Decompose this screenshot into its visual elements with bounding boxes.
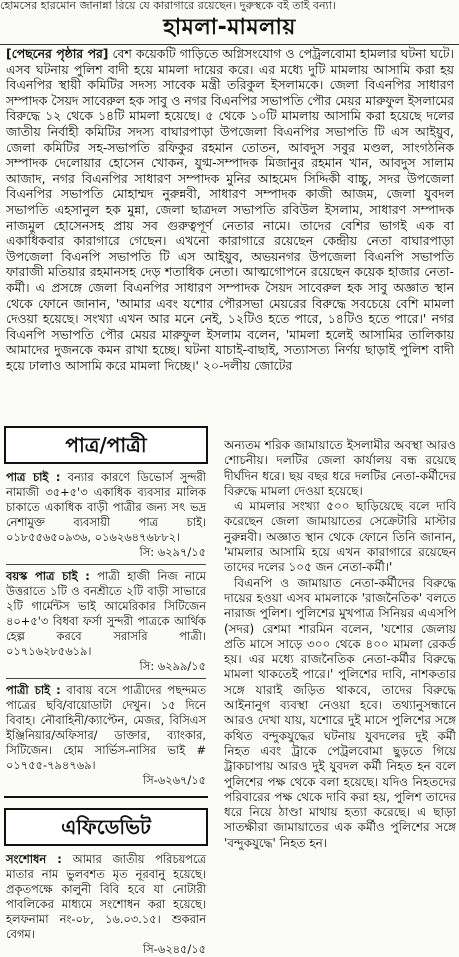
ad-label: সংশোধন : (6, 852, 62, 866)
ad-label: পাত্র চাই : (6, 470, 61, 484)
ad-text: পাত্রী হাজী নিজ নামে উত্তরাতে ১টি ও বনশ্রীতে ২টি বাড়ী সাভারে ২টি গার্মেন্টস ভাই আমেরিকার সিটিজেন ৪০+৫'৩ বিধবা ফর্সা সুন্দরী পাত্রকে আর্থিক হেল্প করবে সরাসরি পাত্রী। ০১৭১৬২৮৫৬১৯। (6, 569, 206, 658)
classified-ad (6, 683, 206, 788)
ad-text: আমার জাতীয় পরিচয়পত্রে মাতার নাম ভুলবশত মৃত নূরবানু হয়েছে। প্রকৃতপক্ষে কালুনী বিবি হবে যা নোটারী পাবলিকের মাধ্যমে সংশোধন করা হয়েছে। হলফনামা নং-০৮, ১৬.০৩.১৫। শুকরান বেগম। (6, 852, 206, 941)
affidavit-ads (0, 846, 212, 957)
patro-patri-header: পাত্র/পাত্রী (4, 426, 208, 464)
ad-label: বয়স্ক পাত্র চাই : (6, 569, 90, 583)
article-continuation (224, 438, 456, 957)
ad-ref: সি: ৬২৯৭/১৫ (139, 545, 206, 559)
headline-rule (0, 44, 459, 45)
divider (6, 678, 206, 679)
article-text: বেশ কয়েকটি গাড়িতে অগ্নিসংযোগ ও পেট্রলবোমা হামলার ঘটনা ঘটে। এসব ঘটনায় পুলিশ বাদী হয়ে মামলা দায়ের করে। এর মধ্যে দুটি মামলায় আসামি করা হয় বিএনপির স্থায়ী কমিটির সদস্য সাবেক মন্ত্রী তরিকুল ইসলামকে। জেলা বিএনপির সাধারণ সম্পাদক সৈয়দ সাবেরুল হক সাবু ও নগর বিএনপির সভাপতি পৌর মেয়র মারুফুল ইসলামের বিরুদ্ধে ১২ থেকে ১৪টি মামলা হয়েছে। ৫ থেকে ১০টি মামলায় আসামি করা হয়েছে দলের জাতীয় নির্বাহী কমিটির সদস্য বাঘারপাড়া উপজেলা বিএনপির সভাপতি টি এস আইয়ুব, জেলা কমিটির সহ-সভাপতি রফিকুর রহমান তোতন, আবদুস সবুর মণ্ডল, সাংগঠনিক সম্পাদক দেলোয়ার হোসেন খোকন, যুগ্ম-সম্পাদক মিজানুর রহমান খান, আবদুস সালাম আজাদ, নগর বিএনপির সাধারণ সম্পাদক মুনির আহমেদ সিদ্দিকী বাচ্চু, সদর উপজেলা বিএনপির সভাপতি মোহাম্মদ নুরুন্নবী, সাধারণ সম্পাদক কাজী আজম, জেলা যুবদল সভাপতি এহসানুল হক মুন্না, জেলা ছাত্রদল সভাপতি রবিউল ইসলাম, সাধারণ সম্পাদক নাজমুল হোসেনসহ প্রায় সব গুরুত্বপূর্ণ নেতার নামে। তাদের বেশির ভাগই এক বা একাধিকবার কারাগারে গেছেন। এখনো কারাগারে রয়েছেন কেন্দ্রীয় নেতা বাঘারপাড়া উপজেলা বিএনপি সভাপতি টি এস আইয়ুব, অভয়নগর উপজেলা বিএনপি সভাপতি ফারাজী মতিয়ার রহমানসহ দেড় শতাধিক নেতা। আত্মগোপনে রয়েছেন কয়েক হাজার নেতা-কর্মী। এ প্রসঙ্গে জেলা বিএনপির সাধারণ সম্পাদক সৈয়দ সাবেরুল হক সাবু অজ্ঞাত স্থান থেকে ফোনে জানান, 'আমার এবং যশোর পৌরসভা মেয়রের বিরুদ্ধে সবচেয়ে বেশি মামলা দেওয়া হয়েছে। সংখ্যা এখন আর মনে নেই, ১২টিও হতে পারে, ১৪টিও হতে পারে।' নগর বিএনপি সভাপতি পৌর মেয়র মারুফুল ইসলাম বলেন, 'মামলা হলেই আসামির তালিকায় আমাদের দুজনকে কমন রাখা হচ্ছে। ঘটনা যাচাই-বাছাই, সত্যাসত্য নির্ণয় ছাড়াই পুলিশ বাদী হয়ে ঢালাও আসামি করে মামলা দিচ্ছে।' ২০-দলীয় জোটের (6, 46, 454, 373)
top-fragment: হোমসের হারমোন জানান্না রিয়ে যে কারাগারে রয়েছেন। দুরুস্থকে বই তাই বন্যা। (0, 0, 336, 12)
patro-patri-ads (0, 464, 212, 788)
affidavit-header: এফিডেভিট (4, 808, 208, 846)
classifieds-column (0, 426, 212, 957)
paragraph: অন্যতম শরিক জামায়াতে ইসলামীর অবস্থা আরও শোচনীয়। দলটির জেলা কার্যালয় বন্ধ রয়েছে দীর্ঘদিন ধরে। ছয় বছর ধরে দলটির নেতা-কর্মীদের বিরুদ্ধে মামলা দেওয়া হয়েছে। (224, 438, 456, 498)
paragraph: বিএনপি ও জামায়াত নেতা-কর্মীদের বিরুদ্ধে দায়ের হওয়া এসব মামলাকে 'রাজনৈতিক' বলতে নারাজ পুলিশ। পুলিশের মুখপাত্র সিনিয়র এএসপি (সদর) রেশমা শারমিন বলেন, 'যশোর জেলায় প্রতি মাসে সাড়ে ৩০০ থেকে ৪০০ মামলা রেকর্ড হয়। এর মধ্যে রাজনৈতিক নেতা-কর্মীর বিরুদ্ধে মামলা থাকতেই পারে।' পুলিশের দাবি, নাশকতার সঙ্গে যারাই জড়িত থাকবে, তাদের বিরুদ্ধে আইনানুগ ব্যবস্থা নেওয়া হবে। তথ্যানুসন্ধানে আরও দেখা যায়, যশোরে দুই মাসে পুলিশের সঙ্গে কথিত বন্দুকযুদ্ধের ঘটনায় যুবদলের দুই কর্মী নিহত এবং ট্রাকে পেট্রলবোমা ছুড়তে গিয়ে ট্রাকচাপায় আরও দুই যুবদল কর্মী নিহত হন বলে পুলিশের পক্ষ থেকে বলা হয়েছে। যদিও নিহতদের পরিবারের পক্ষ থেকে দাবি করা হয়, পুলিশ তাদের ধরে নিয়ে ঠাণ্ডা মাথায় হত্যা করেছে। এ ছাড়া সাতক্ষীরা জামায়াতের এক কর্মীও পুলিশের সঙ্গে 'বন্দুকযুদ্ধে' নিহত হন। (224, 575, 456, 850)
ad-ref: সি-৬২৪৫/১৫ (142, 942, 206, 956)
ad-text: বাবায় বসে পাত্রীদের পছন্দমত পাত্রের ছবি/বায়োডাটা দেখুন। ১৫ দিনে বিবাহ। নৌবাহিনী/ক্যাপ্টেন, মেজর, বিসিএস ইঞ্জিনিয়ার/অফিসার/ ডাক্তার, ব্যাংকার, সিটিজেন। হোম সার্ভিস-নাসির ভাই # ০১৭৫৫-৭৯৪৭৬৯। (6, 683, 207, 772)
classified-ad (6, 569, 206, 674)
ad-ref: সি: ৬২৯৯/১৫ (139, 659, 206, 673)
article-body (6, 46, 454, 436)
divider (6, 564, 206, 565)
classified-ad (6, 852, 206, 957)
paragraph: এ মামলার সংখ্যা ৫০০ ছাড়িয়েছে বলে দাবি করেছেন জেলা জামায়াতের সেক্রেটারি মাস্টার নুরুন্নবী। অজ্ঞাত স্থান থেকে ফোনে তিনি জানান, 'মামলার আসামি হয়ে এখন কারাগারে রয়েছেন তাদের দলের ১০৫ জন নেতা-কর্মী।' (224, 499, 456, 575)
section-rule (4, 796, 208, 798)
article-lead: [পেছনের পৃষ্ঠার পর] (6, 46, 109, 61)
classified-ad (6, 470, 206, 560)
article-headline: হামলা-মামলায় (163, 15, 296, 40)
ad-label: পাত্রী চাই : (6, 683, 61, 697)
ad-ref: সি-৬২৬৭/১৫ (142, 773, 206, 787)
ad-text: বন্যার কারণে ডিভোর্স সুন্দরী নামাজী ৩৫+৫'৩ একাধিক ব্যবসার মালিক চাকাতে একাধিক বাড়ী পাত্রীর জন্য সৎ ভদ্র নেশামুক্ত ব্যবসায়ী পাত্র চাই। ০১৮৫৫৬৫০৯৩৬, ০১৬২৬৪৭৬৮৮২। (6, 470, 207, 544)
